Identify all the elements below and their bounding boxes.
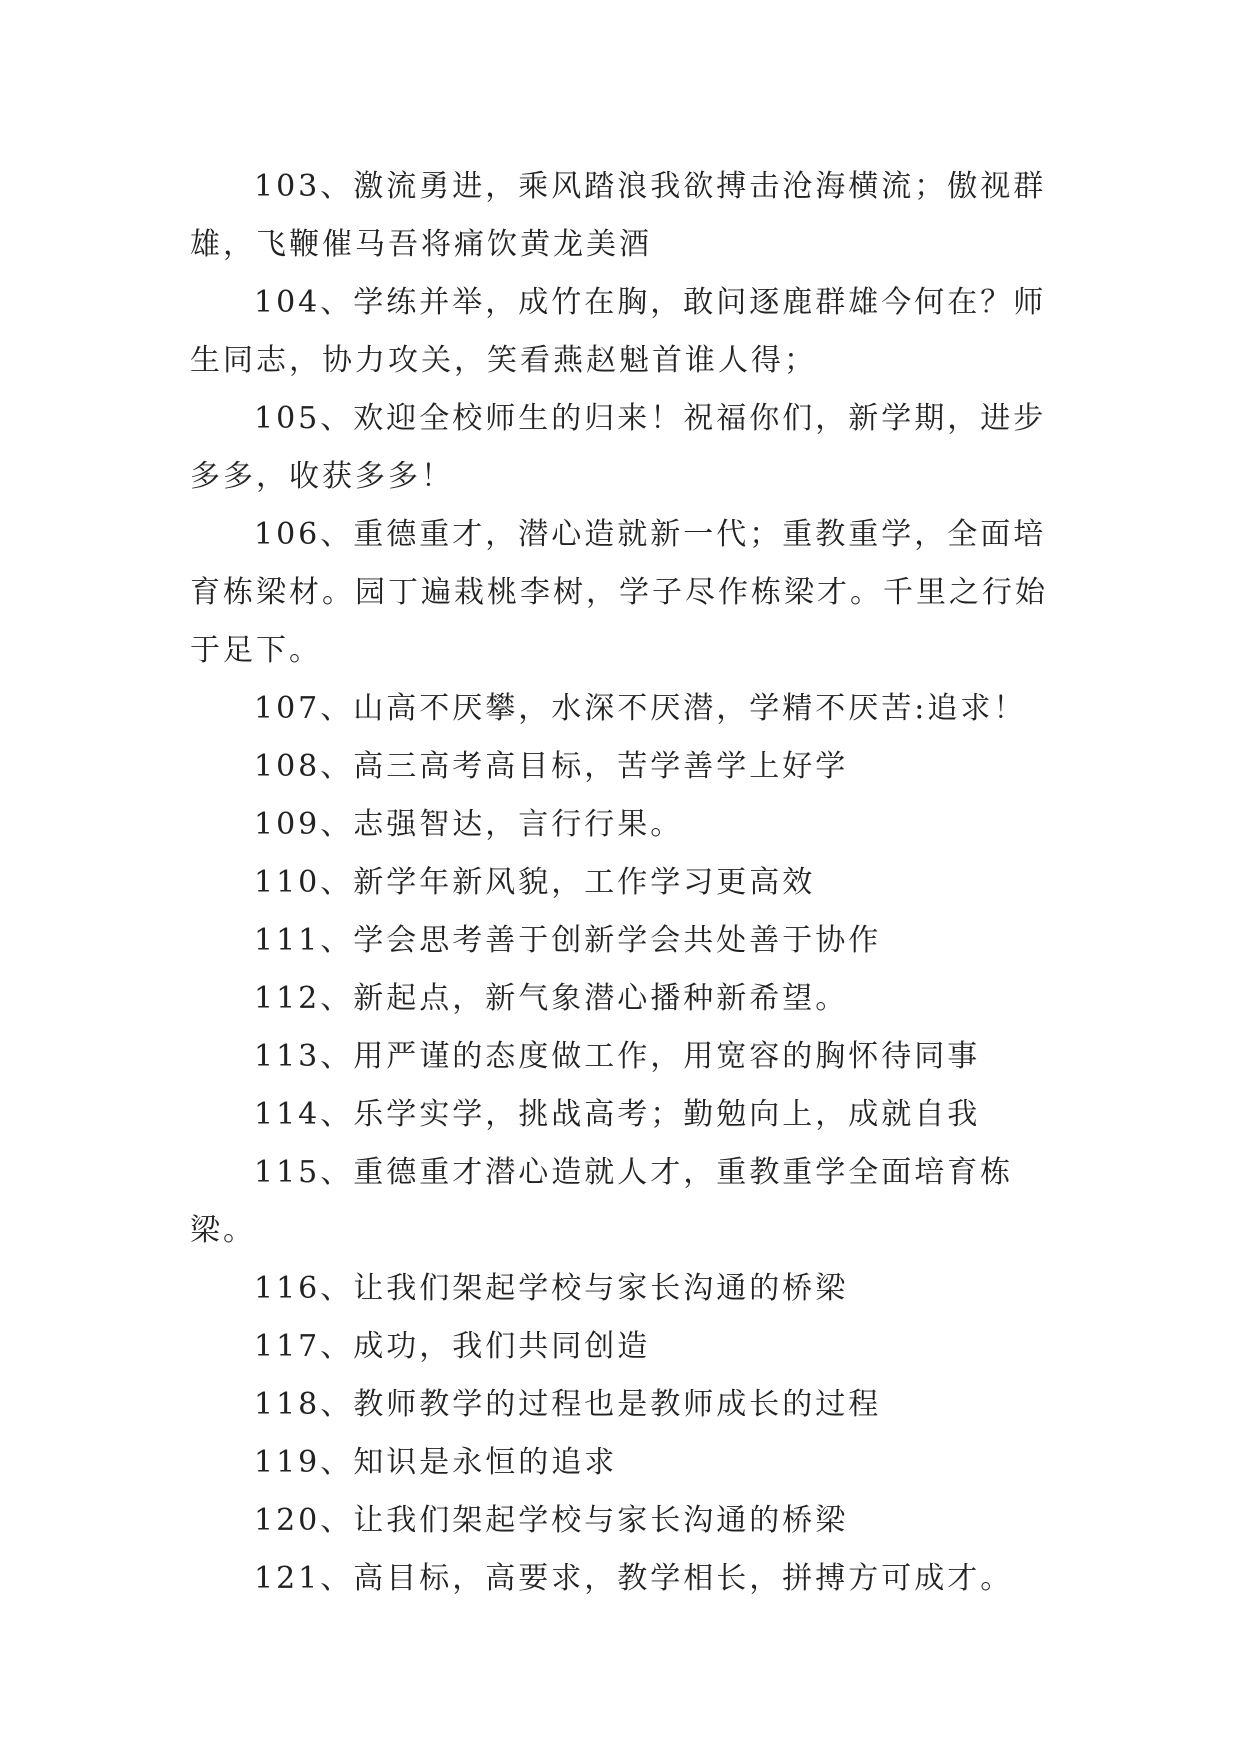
paragraph-104: 104、学练并举，成竹在胸，敢问逐鹿群雄今何在？师生同志，协力攻关，笑看燕赵魁首谁人得； (190, 285, 1047, 378)
paragraph-118: 118、教师教学的过程也是教师成长的过程 (254, 1387, 882, 1422)
paragraph-116: 116、让我们架起学校与家长沟通的桥梁 (254, 1271, 849, 1306)
paragraph-103: 103、激流勇进，乘风踏浪我欲搏击沧海横流；傲视群雄，飞鞭催马吾将痛饮黄龙美酒 (190, 169, 1047, 262)
paragraph-117: 117、成功，我们共同创造 (254, 1329, 651, 1364)
paragraph-106: 106、重德重才，潜心造就新一代；重教重学，全面培育栋梁材。园丁遍栽桃李树，学子尽作栋梁才。千里之行始于足下。 (190, 517, 1048, 668)
paragraph-107: 107、山高不厌攀，水深不厌潜，学精不厌苦:追求！ (254, 691, 1027, 726)
paragraph-115: 115、重德重才潜心造就人才，重教重学全面培育栋梁。 (190, 1155, 1014, 1248)
paragraph-114: 114、乐学实学，挑战高考；勤勉向上，成就自我 (254, 1097, 981, 1132)
paragraph-120: 120、让我们架起学校与家长沟通的桥梁 (254, 1503, 849, 1538)
paragraph-111: 111、学会思考善于创新学会共处善于协作 (254, 923, 882, 958)
paragraph-108: 108、高三高考高目标，苦学善学上好学 (254, 749, 849, 784)
paragraph-110: 110、新学年新风貌，工作学习更高效 (254, 865, 816, 900)
paragraph-112: 112、新起点，新气象潜心播种新希望。 (254, 981, 849, 1016)
paragraph-105: 105、欢迎全校师生的归来！祝福你们，新学期，进步多多，收获多多！ (190, 401, 1047, 494)
paragraph-121: 121、高目标，高要求，教学相长，拼搏方可成才。 (254, 1561, 1014, 1596)
paragraph-113: 113、用严谨的态度做工作，用宽容的胸怀待同事 (254, 1039, 981, 1074)
document-body (190, 158, 1050, 1608)
paragraph-119: 119、知识是永恒的追求 (254, 1445, 618, 1480)
paragraph-109: 109、志强智达，言行行果。 (254, 807, 684, 842)
